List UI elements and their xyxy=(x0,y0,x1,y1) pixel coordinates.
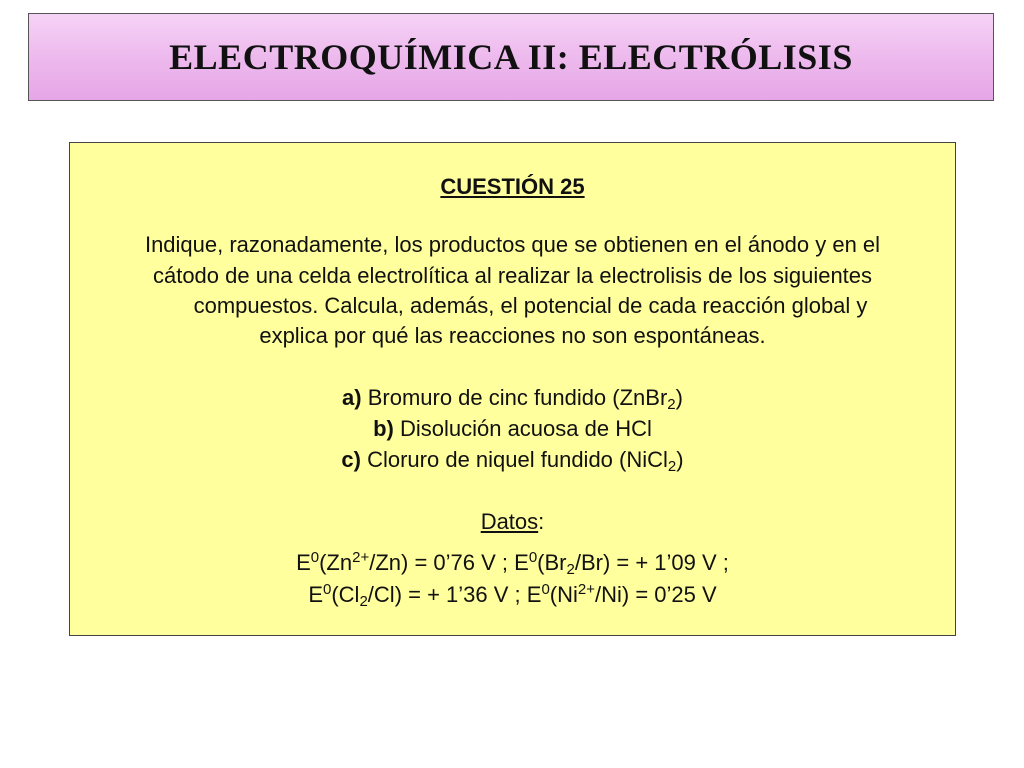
question-heading: CUESTIÓN 25 xyxy=(440,174,585,199)
item-a-label: a) xyxy=(342,385,362,410)
title-banner xyxy=(28,13,994,101)
zn-e: E xyxy=(296,550,311,575)
item-a xyxy=(70,384,955,412)
br-rest: ) = + 1’09 V ; xyxy=(602,550,729,575)
cl-standard-sup: 0 xyxy=(323,581,332,598)
ni-e: E xyxy=(526,582,542,607)
slide-title: ELECTROQUÍMICA II: ELECTRÓLISIS xyxy=(169,37,853,77)
paragraph-line-1: Indique, razonadamente, los productos que se obtienen en el ánodo y en el xyxy=(144,232,881,257)
cl-open: (Cl xyxy=(331,582,360,607)
paragraph-line-4: explica por qué las reacciones no son espontáneas. xyxy=(259,323,766,348)
br-e: E xyxy=(514,550,529,575)
zn-ion-charge: 2+ xyxy=(352,549,370,566)
item-b-label: b) xyxy=(373,416,394,441)
item-c-end: ) xyxy=(676,447,684,472)
zn-rest: /Zn) = 0’76 V ; xyxy=(369,550,515,575)
item-c-label: c) xyxy=(341,447,361,472)
item-c-text: Cloruro de niquel fundido (NiCl xyxy=(360,447,668,472)
zn-open: (Zn xyxy=(319,550,353,575)
ni-ion-charge: 2+ xyxy=(577,581,596,598)
item-a-end: ) xyxy=(675,385,683,410)
item-b xyxy=(70,415,955,443)
paragraph-line-3: compuestos. Calcula, además, el potencial de cada reacción global y xyxy=(193,293,868,318)
datos-colon: : xyxy=(538,509,545,534)
cl-mid: /Cl xyxy=(367,582,395,607)
question-heading-line xyxy=(70,173,955,201)
datos-line-2 xyxy=(70,581,955,609)
item-c-subscript: 2 xyxy=(667,458,677,475)
br-subscript: 2 xyxy=(566,561,575,578)
item-a-text: Bromuro de cinc fundido (ZnBr xyxy=(361,385,668,410)
paragraph-line-2: cátodo de una celda electrolítica al realizar la electrolisis de los siguientes xyxy=(152,263,873,288)
item-c xyxy=(70,446,955,474)
item-a-subscript: 2 xyxy=(667,396,676,413)
datos-label: Datos xyxy=(480,509,539,534)
item-b-text: Disolución acuosa de HCl xyxy=(393,416,652,441)
question-panel xyxy=(69,142,956,636)
ni-standard-sup: 0 xyxy=(541,581,550,598)
ni-open: (Ni xyxy=(549,582,578,607)
cl-e: E xyxy=(308,582,323,607)
datos-heading xyxy=(70,508,955,536)
ni-rest: /Ni) = 0’25 V xyxy=(595,582,717,607)
zn-standard-sup: 0 xyxy=(310,549,320,566)
datos-line-1 xyxy=(70,549,955,577)
br-open: (Br xyxy=(537,550,567,575)
br-mid: /Br xyxy=(574,550,603,575)
cl-rest: ) = + 1’36 V ; xyxy=(394,582,527,607)
br-standard-sup: 0 xyxy=(528,549,538,566)
cl-subscript: 2 xyxy=(359,593,368,610)
